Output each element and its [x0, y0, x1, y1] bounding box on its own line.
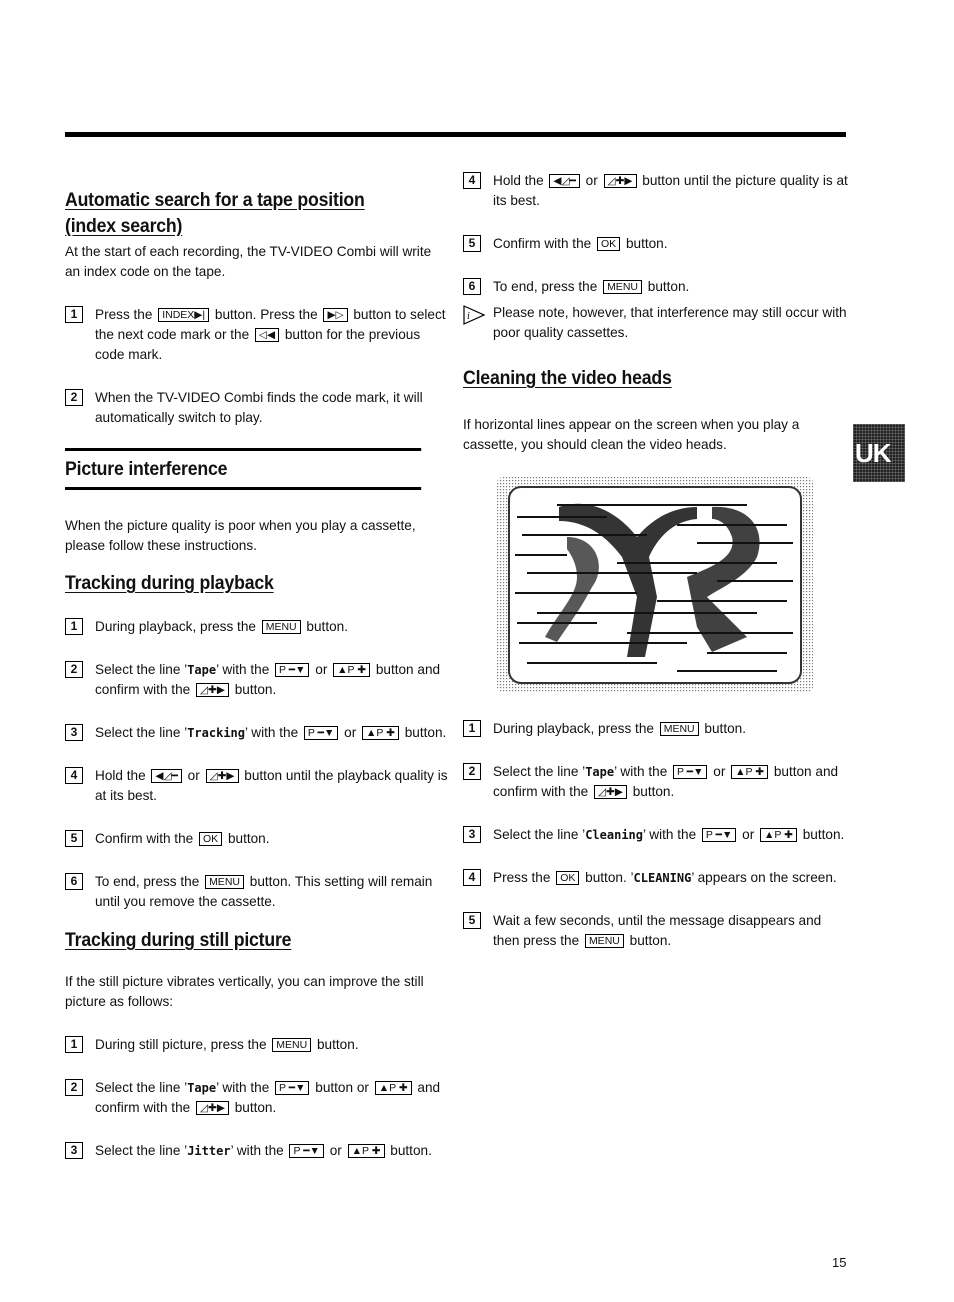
right-column — [463, 171, 848, 455]
tracking-step-1: 1 During playback, press the MENU button. — [65, 617, 450, 637]
p-plus-key: ▲P ✚ — [362, 726, 399, 740]
p-minus-key: P ━▼ — [304, 726, 338, 740]
quality-note: i Please note, however, that interference may still occur with poor quality cassettes. — [463, 303, 848, 343]
cleaning-step-3: 3 Select the line ’Cleaning’ with the P ━▼ or ▲P ✚ button. — [463, 825, 848, 845]
tv-noise-illustration — [497, 477, 813, 693]
menu-key: MENU — [205, 875, 244, 889]
ok-key: OK — [597, 237, 620, 251]
top-rule — [65, 132, 846, 137]
index-key: INDEX▶| — [158, 308, 209, 322]
tracking-playback-title: Tracking during playback — [65, 573, 274, 594]
menu-key: MENU — [603, 280, 642, 294]
tracking-still-title: Tracking during still picture — [65, 930, 292, 951]
vol-plus-key: ◿✚▶ — [196, 1101, 229, 1115]
index-step-1: 1 Press the INDEX▶| button. Press the ▶▷ button to select the next code mark or the ◁◀ button for the previous code mark. — [65, 305, 450, 365]
vol-plus-key: ◿✚▶ — [594, 785, 627, 799]
svg-text:i: i — [467, 311, 470, 322]
cleaning-intro: If horizontal lines appear on the screen when you play a cassette, you should clean the video heads. — [463, 417, 800, 452]
p-minus-key: P ━▼ — [275, 663, 309, 677]
vol-plus-key: ◿✚▶ — [604, 174, 637, 188]
index-step-2: 2 When the TV-VIDEO Combi finds the code mark, it will automatically switch to play. — [65, 388, 450, 428]
interference-intro: When the picture quality is poor when you play a cassette, please follow these instructions. — [65, 518, 416, 553]
rewind-key: ◁◀ — [255, 328, 279, 342]
cleaning-step-1: 1 During playback, press the MENU button. — [463, 719, 848, 739]
cleaning-step-2: 2 Select the line ’Tape’ with the P ━▼ or ▲P ✚ button and confirm with the ◿✚▶ button. — [463, 762, 848, 802]
vol-minus-key: ◀◿━ — [549, 174, 579, 188]
vol-plus-key: ◿✚▶ — [196, 683, 229, 697]
p-minus-key: P ━▼ — [275, 1081, 309, 1095]
tracking-step-5: 5 Confirm with the OK button. — [65, 829, 450, 849]
still-step-2: 2 Select the line ’Tape’ with the P ━▼ button or ▲P ✚ and confirm with the ◿✚▶ button. — [65, 1078, 450, 1118]
still-step-3: 3 Select the line ’Jitter’ with the P ━▼ or ▲P ✚ button. — [65, 1141, 450, 1161]
page-number: 15 — [832, 1255, 847, 1270]
p-minus-key: P ━▼ — [289, 1144, 323, 1158]
forward-key: ▶▷ — [323, 308, 347, 322]
picture-interference-title: Picture interference — [65, 448, 421, 490]
still-step-5: 5 Confirm with the OK button. — [463, 234, 848, 254]
ok-key: OK — [556, 871, 579, 885]
menu-key: MENU — [272, 1038, 311, 1052]
menu-key: MENU — [585, 934, 624, 948]
p-plus-key: ▲P ✚ — [760, 828, 797, 842]
tracking-step-4: 4 Hold the ◀◿━ or ◿✚▶ button until the playback quality is at its best. — [65, 766, 450, 806]
p-minus-key: P ━▼ — [673, 765, 707, 779]
cleaning-steps — [463, 719, 848, 951]
vol-minus-key: ◀◿━ — [151, 769, 181, 783]
tracking-step-3: 3 Select the line ’Tracking’ with the P ━▼ or ▲P ✚ button. — [65, 723, 450, 743]
still-step-6: 6 To end, press the MENU button. — [463, 277, 848, 297]
tracking-step-2: 2 Select the line ’Tape’ with the P ━▼ or ▲P ✚ button and confirm with the ◿✚▶ button. — [65, 660, 450, 700]
cleaning-step-4: 4 Press the OK button. ’CLEANING’ appears on the screen. — [463, 868, 848, 888]
index-search-title: Automatic search for a tape position (index search) — [65, 190, 365, 237]
p-plus-key: ▲P ✚ — [348, 1144, 385, 1158]
info-icon — [463, 305, 485, 331]
language-tab: UK — [853, 424, 905, 482]
cleaning-title: Cleaning the video heads — [463, 368, 672, 389]
still-step-1: 1 During still picture, press the MENU button. — [65, 1035, 450, 1055]
ok-key: OK — [199, 832, 222, 846]
tracking-step-6: 6 To end, press the MENU button. This setting will remain until you remove the cassette. — [65, 872, 450, 912]
p-plus-key: ▲P ✚ — [333, 663, 370, 677]
still-step-4: 4 Hold the ◀◿━ or ◿✚▶ button until the picture quality is at its best. — [463, 171, 848, 211]
p-plus-key: ▲P ✚ — [731, 765, 768, 779]
p-minus-key: P ━▼ — [702, 828, 736, 842]
cleaning-step-5: 5 Wait a few seconds, until the message disappears and then press the MENU button. — [463, 911, 848, 951]
p-plus-key: ▲P ✚ — [375, 1081, 412, 1095]
left-column — [65, 188, 450, 1161]
menu-key: MENU — [660, 722, 699, 736]
index-intro: At the start of each recording, the TV-VIDEO Combi will write an index code on the tape. — [65, 244, 432, 279]
vol-plus-key: ◿✚▶ — [206, 769, 239, 783]
menu-key: MENU — [262, 620, 301, 634]
still-intro: If the still picture vibrates vertically, you can improve the still picture as follows: — [65, 974, 424, 1009]
